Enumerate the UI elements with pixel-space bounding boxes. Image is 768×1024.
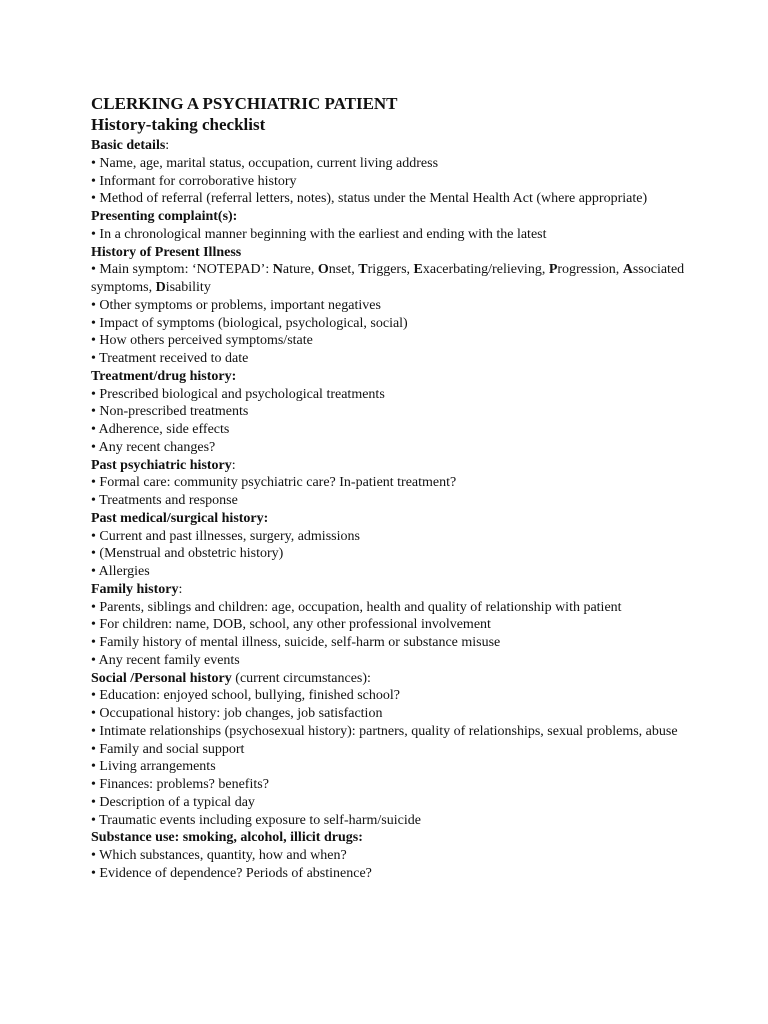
list-item: • Traumatic events including exposure to self-harm/suicide [91, 812, 421, 828]
section-heading-suffix: : [165, 138, 170, 153]
section-heading-suffix: : [178, 581, 183, 597]
section-past-psychiatric-history [91, 457, 691, 475]
notepad-letter: A [622, 262, 633, 278]
notepad-item [91, 261, 691, 297]
notepad-letter: N [272, 262, 283, 278]
document-page [91, 94, 691, 883]
notepad-letter: P [548, 262, 558, 278]
section-heading: Past psychiatric history [91, 457, 232, 473]
list-item: • Parents, siblings and children: age, occupation, health and quality of relationship with patient [91, 599, 622, 615]
list-item: • Evidence of dependence? Periods of abstinence? [91, 865, 372, 881]
list-item: • Prescribed biological and psychological treatments [91, 386, 385, 402]
notepad-word: nset, [328, 262, 359, 278]
notepad-letter: T [358, 262, 368, 278]
list-item: • Occupational history: job changes, job satisfaction [91, 706, 383, 721]
list-item: • Impact of symptoms (biological, psychological, social) [91, 315, 408, 331]
section-past-medical-history: Past medical/surgical history: [91, 510, 269, 526]
notepad-word: ssociated symptoms, [91, 262, 685, 295]
notepad-word: rogression, [557, 262, 623, 278]
notepad-letter: E [413, 262, 423, 278]
list-item: • Current and past illnesses, surgery, admissions [91, 528, 360, 544]
list-item: • Treatment received to date [91, 351, 249, 366]
notepad-word: riggers, [367, 262, 414, 278]
document-subtitle: History-taking checklist [91, 115, 266, 134]
list-item: • Which substances, quantity, how and when? [91, 848, 347, 863]
list-item: • Informant for corroborative history [91, 173, 297, 189]
list-item: • Finances: problems? benefits? [91, 777, 269, 792]
section-presenting-complaint: Presenting complaint(s): [91, 209, 238, 224]
list-item: • Living arrangements [91, 759, 216, 775]
section-heading-suffix: : [231, 457, 236, 473]
list-item: • Allergies [91, 564, 150, 579]
list-item: • Adherence, side effects [91, 422, 230, 437]
list-item: • Any recent changes? [91, 439, 216, 455]
list-item: • Description of a typical day [91, 794, 255, 810]
list-item: • Education: enjoyed school, bullying, finished school? [91, 688, 400, 704]
list-item: • Family history of mental illness, suicide, self-harm or substance misuse [91, 635, 501, 650]
list-item: • Treatments and response [91, 493, 238, 508]
list-item: • Any recent family events [91, 652, 240, 668]
list-item: • (Menstrual and obstetric history) [91, 546, 284, 562]
section-history-present-illness: History of Present Illness [91, 244, 242, 260]
section-family-history [91, 581, 691, 599]
section-heading-suffix: (current circumstances): [231, 670, 371, 686]
list-item: • Family and social support [91, 741, 245, 757]
list-item: • How others perceived symptoms/state [91, 333, 313, 349]
list-item: • For children: name, DOB, school, any other professional involvement [91, 617, 491, 633]
section-heading: Family history [91, 581, 179, 597]
document-title: CLERKING A PSYCHIATRIC PATIENT [91, 94, 398, 113]
notepad-letter: D [155, 280, 166, 295]
notepad-word: isability [165, 280, 211, 295]
notepad-word: xacerbating/relieving, [422, 262, 549, 278]
section-basic-details [91, 137, 691, 155]
list-item: • Method of referral (referral letters, notes), status under the Mental Health Act (where appropriate) [91, 191, 648, 207]
notepad-word: ature, [282, 262, 318, 278]
notepad-letter: O [317, 262, 329, 278]
list-item: • Formal care: community psychiatric care? In-patient treatment? [91, 475, 457, 491]
section-heading: Basic details [91, 138, 166, 153]
section-treatment-drug-history: Treatment/drug history: [91, 368, 237, 384]
notepad-prefix: • Main symptom: ‘NOTEPAD’: [91, 262, 273, 278]
list-item: • In a chronological manner beginning with the earliest and ending with the latest [91, 226, 547, 242]
section-heading: Social /Personal history [91, 670, 232, 686]
list-item: • Other symptoms or problems, important negatives [91, 297, 381, 313]
list-item: • Name, age, marital status, occupation, current living address [91, 155, 439, 171]
list-item: • Non-prescribed treatments [91, 404, 249, 420]
section-substance-use: Substance use: smoking, alcohol, illicit drugs: [91, 830, 363, 846]
section-social-personal-history [91, 670, 691, 688]
list-item: • Intimate relationships (psychosexual history): partners, quality of relationships, sexual problems, abuse [91, 723, 678, 739]
